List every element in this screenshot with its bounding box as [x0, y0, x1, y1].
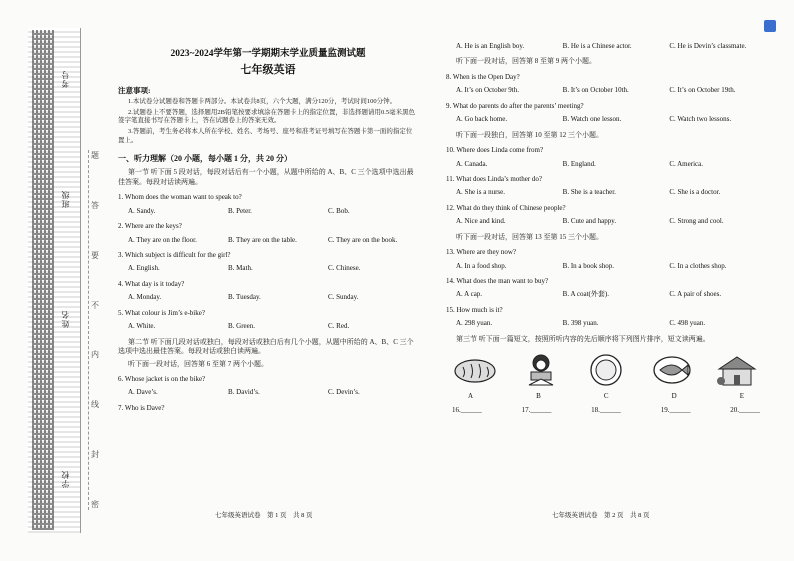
option-b[interactable]: B. She is a teacher.	[562, 188, 616, 197]
question-text: 12. What do they think of Chinese people?	[446, 203, 566, 212]
question-text: 14. What does the man want to buy?	[446, 277, 549, 285]
question-10	[446, 146, 766, 169]
option-a[interactable]: A. Monday.	[128, 293, 162, 302]
option-a[interactable]: A. They are on the floor.	[128, 235, 197, 244]
option-a[interactable]: A. Go back home.	[456, 115, 508, 124]
option-a[interactable]: A. Canada.	[456, 159, 488, 168]
question-options	[118, 264, 418, 273]
option-c[interactable]: C. Watch two lessons.	[669, 115, 732, 124]
picture-label: A	[468, 392, 474, 401]
question-7-text: 7. Who is Dave?	[118, 403, 165, 412]
question-options	[446, 290, 766, 299]
part-2-subinstruction: 听下面一段对话，回答第 6 至第 7 两个小题。	[128, 359, 268, 368]
option-c[interactable]: C. Devin’s.	[328, 388, 360, 397]
question-text: 13. Where are they now?	[446, 248, 517, 257]
picture-label: C	[603, 392, 609, 401]
blank-16[interactable]: 16.______	[452, 405, 482, 414]
option-a[interactable]: A. English.	[128, 264, 160, 273]
question-text: 3. Which subject is difficult for the girl?	[118, 251, 231, 260]
option-b[interactable]: B. A coat(外套).	[562, 290, 609, 299]
seal-char: 线	[91, 400, 99, 410]
fish-dish-icon	[649, 352, 695, 388]
question-options	[118, 293, 418, 302]
seal-char: 密	[91, 499, 99, 509]
option-c[interactable]: C. A pair of shoes.	[669, 290, 722, 299]
binding-label-class: 班级	[61, 190, 70, 208]
question-text: 1. Whom does the woman want to speak to?	[118, 193, 242, 202]
question-4	[118, 280, 418, 303]
question-12	[446, 204, 766, 227]
question-text: 2. Where are the keys?	[118, 222, 182, 231]
section-1-part-1-instruction: 第一节 听下面 5 段对话，每段对话后有一个小题，从题中所给的 A、B、C 三个选项中选出最佳答案。每段对话读两遍。	[118, 168, 414, 186]
question-options	[446, 160, 766, 169]
question-11	[446, 175, 766, 198]
option-a[interactable]: A. Sandy.	[128, 206, 156, 215]
option-c[interactable]: C. Sunday.	[328, 293, 359, 302]
option-c[interactable]: C. In a clothes shop.	[669, 261, 727, 270]
question-text: 15. How much is it?	[446, 305, 503, 314]
question-options	[118, 388, 418, 397]
question-9	[446, 102, 766, 125]
option-c[interactable]: C. Chinese.	[328, 264, 361, 273]
app-corner-icon[interactable]	[764, 20, 776, 32]
question-options	[446, 319, 766, 328]
blank-18[interactable]: 18.______	[591, 405, 621, 414]
note-item: 1.本试卷分试题卷和答题卡两部分。本试卷共8页，六个大题，满分120分，考试时间100分钟。	[128, 97, 397, 105]
option-a[interactable]: A. A cap.	[456, 290, 483, 299]
option-c[interactable]: C. She is a doctor.	[669, 188, 721, 197]
question-options	[446, 188, 766, 197]
question-7-options	[446, 42, 766, 51]
question-text: 5. What colour is Jim’s e-bike?	[118, 308, 205, 317]
option-b[interactable]: B. Tuesday.	[228, 293, 261, 302]
option-b[interactable]: B. Green.	[228, 322, 256, 331]
question-8	[446, 73, 766, 96]
question-3	[118, 251, 418, 274]
blank-19[interactable]: 19.______	[660, 405, 691, 414]
option-b[interactable]: B. He is a Chinese actor.	[562, 42, 632, 50]
seal-char: 答	[91, 200, 99, 210]
option-a[interactable]: A. She is a nurse.	[456, 188, 505, 197]
option-b[interactable]: B. Math.	[228, 264, 253, 273]
binding-label-exam-number: 考号	[61, 70, 70, 88]
option-b[interactable]: B. It’s on October 10th.	[562, 86, 629, 95]
girl-reading-icon	[518, 352, 564, 388]
option-c[interactable]: C. 498 yuan.	[669, 319, 706, 328]
question-1	[118, 193, 418, 216]
question-options	[118, 322, 418, 331]
picture-row	[446, 352, 766, 388]
answer-blanks	[446, 406, 766, 415]
binding-label-name: 姓名	[61, 310, 70, 328]
exam-subtitle: 七年级英语	[240, 63, 296, 76]
option-a[interactable]: A. White.	[128, 322, 156, 331]
question-2	[118, 222, 418, 245]
option-c[interactable]: C. Strong and cool.	[669, 217, 724, 226]
blank-17[interactable]: 17.______	[521, 405, 552, 414]
option-a[interactable]: A. Dave’s.	[128, 388, 158, 397]
picture-label: D	[671, 392, 677, 401]
section-1-part-3-instruction: 第三节 听下面一篇短文，按照所听内容的先后顺序将下列图片排序，短文读两遍。	[456, 334, 710, 343]
seal-char: 不	[91, 300, 99, 310]
option-c[interactable]: C. He is Devin’s classmate.	[669, 42, 747, 50]
plate-icon	[583, 352, 629, 388]
option-c[interactable]: C. Bob.	[328, 206, 350, 215]
question-text: 8. When is the Open Day?	[446, 72, 520, 81]
question-13	[446, 248, 766, 271]
option-c[interactable]: C. They are on the book.	[328, 235, 398, 244]
seal-char: 题	[91, 151, 99, 160]
question-options	[118, 207, 418, 216]
page-footer-1: 七年级英语试卷 第 1 页 共 8 页	[215, 512, 313, 519]
question-text: 4. What day is it today?	[118, 279, 185, 288]
page-footer-2: 七年级英语试卷 第 2 页 共 8 页	[552, 512, 650, 519]
picture-label: B	[536, 392, 541, 401]
question-text: 6. Whose jacket is on the bike?	[118, 374, 206, 383]
option-b[interactable]: B. David’s.	[228, 388, 260, 397]
option-b[interactable]: B. England.	[562, 159, 596, 168]
notes-heading: 注意事项:	[118, 85, 151, 95]
option-c[interactable]: C. Red.	[328, 322, 350, 331]
question-5	[118, 309, 418, 332]
exam-title: 2023~2024学年第一学期期末学业质量监测试题	[170, 49, 366, 59]
question-options	[446, 262, 766, 271]
subinstruction-13-15: 听下面一段对话，回答第 13 至第 15 三个小题。	[456, 232, 603, 241]
option-b[interactable]: B. Cute and happy.	[562, 217, 617, 226]
binding-label-school: 学校	[61, 470, 70, 488]
blank-20[interactable]: 20.______	[730, 405, 760, 414]
option-b[interactable]: B. Watch one lesson.	[562, 115, 622, 124]
note-item: 3.答题前，考生务必将本人所在学校、姓名、考场号、座号和准考证号填写在答题卡第一面的指定位置上。	[118, 128, 413, 144]
question-text: 9. What do parents do after the parents’ meeting?	[446, 101, 584, 110]
section-1-heading: 一、听力理解（20 小题，每小题 1 分，共 20 分）	[118, 153, 292, 163]
option-b[interactable]: B. Peter.	[228, 206, 252, 215]
question-options	[446, 217, 766, 226]
seal-char: 要	[91, 250, 99, 260]
page-1	[118, 40, 418, 415]
option-c[interactable]: C. America.	[669, 159, 703, 168]
house-icon	[714, 352, 760, 388]
option-a[interactable]: A. In a food shop.	[456, 261, 507, 270]
question-text: 10. Where does Linda come from?	[446, 146, 544, 155]
subinstruction-8-9: 听下面一段对话，回答第 8 至第 9 两个小题。	[456, 57, 596, 66]
option-a[interactable]: A. 298 yuan.	[456, 319, 493, 328]
question-14	[446, 277, 766, 300]
picture-label: E	[739, 392, 744, 401]
seal-line	[88, 150, 101, 510]
question-options	[446, 86, 766, 95]
picture-labels	[446, 392, 766, 401]
question-15	[446, 306, 766, 329]
option-b[interactable]: B. 398 yuan.	[562, 319, 599, 328]
seal-char: 封	[91, 450, 99, 460]
question-options	[118, 236, 418, 245]
binding-barcode-pattern	[32, 30, 54, 530]
section-1-part-2-instruction: 第二节 听下面几段对话或独白，每段对话或独白后有几个小题，从题中所给的 A、B、C 三个选项中选出最佳答案。每段对话或独白读两遍。	[118, 337, 414, 356]
option-b[interactable]: B. They are on the table.	[228, 235, 297, 244]
seal-char: 内	[91, 350, 99, 360]
option-c[interactable]: C. It’s on October 19th.	[669, 86, 736, 95]
bread-icon	[452, 352, 498, 388]
question-text: 11. What does Linda’s mother do?	[446, 174, 543, 183]
option-a[interactable]: A. He is an English boy.	[456, 42, 525, 50]
option-b[interactable]: B. In a book shop.	[562, 261, 615, 270]
subinstruction-10-12: 听下面一段独白，回答第 10 至第 12 三个小题。	[456, 130, 603, 139]
page-2	[446, 40, 766, 415]
option-a[interactable]: A. Nice and kind.	[456, 217, 506, 226]
question-options	[446, 115, 766, 124]
question-6	[118, 375, 418, 398]
option-a[interactable]: A. It’s on October 9th.	[456, 86, 519, 95]
note-item: 2.试题卷上不要答题，选择题用2B铅笔按要求填涂在答题卡上的指定位置，非选择题请用0.5毫米黑色签字笔直接书写在答题卡上，答在试题卷上的答案无效。	[118, 108, 416, 125]
